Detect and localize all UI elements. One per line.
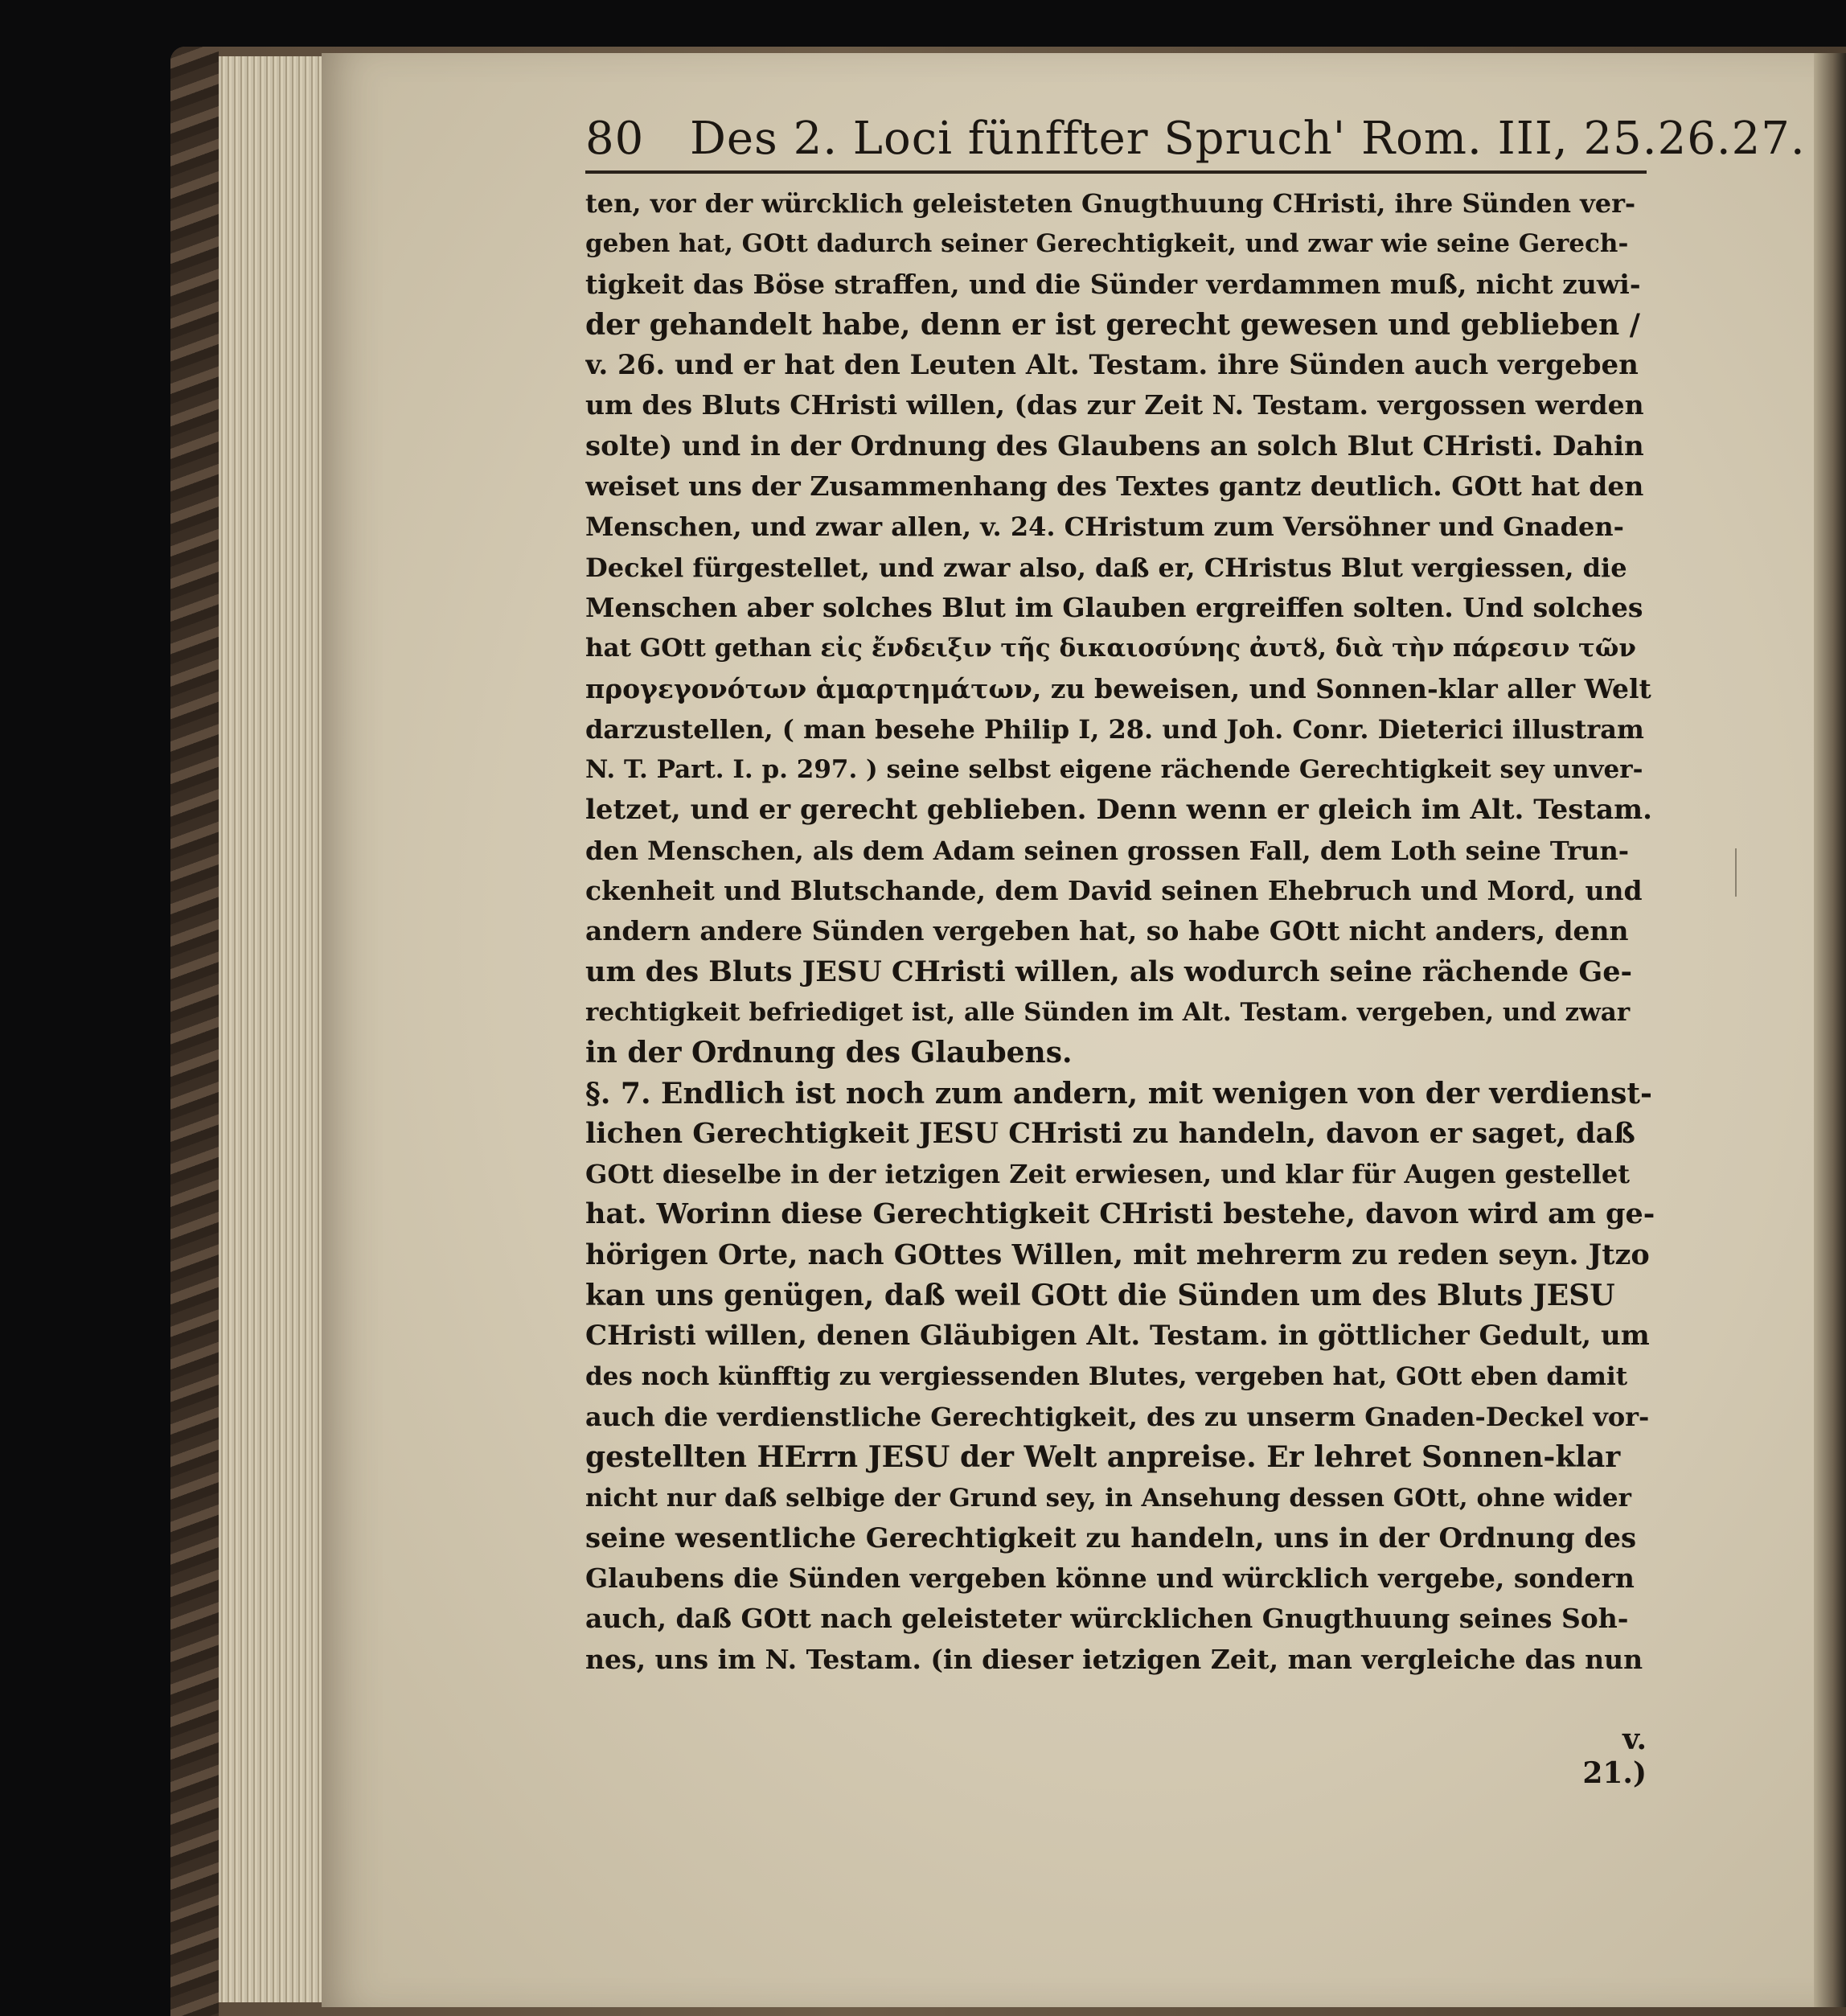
text-line: προγεγονότων ἁμαρτημάτων, zu beweisen, und Sonnen-klar aller Welt — [585, 672, 1651, 704]
text-line: geben hat, GOtt dadurch seiner Gerechtigkeit, und zwar wie seine Gerech- — [585, 229, 1629, 259]
book-gutter — [1814, 53, 1846, 2007]
text-line: um des Bluts JESU CHristi willen, als wodurch seine rächende Ge- — [585, 955, 1633, 988]
text-line: in der Ordnung des Glaubens. — [585, 1036, 1073, 1070]
text-line: solte) und in der Ordnung des Glaubens an solch Blut CHristi. Dahin — [585, 429, 1644, 462]
text-line: auch, daß GOtt nach geleisteter würcklichen Gnugthuung seines Soh- — [585, 1603, 1629, 1635]
page-stack-edges — [219, 56, 323, 2002]
text-line: hörigen Orte, nach GOttes Willen, mit mehrerm zu reden seyn. Jtzo — [585, 1238, 1650, 1271]
text-line: des noch künfftig zu vergiessenden Blutes, vergeben hat, GOtt eben damit — [585, 1361, 1628, 1391]
page-number: 80 — [585, 113, 645, 165]
text-line: hat. Worinn diese Gerechtigkeit CHristi bestehe, davon wird am ge- — [585, 1197, 1655, 1231]
header-rule — [585, 170, 1647, 174]
running-title: Des 2. Loci fünffter Spruch' Rom. III, 25.26.27. — [690, 113, 1806, 165]
text-line: gestellten HErrn JESU der Welt anpreise. Er lehret Sonnen-klar — [585, 1440, 1621, 1475]
text-line: GOtt dieselbe in der ietzigen Zeit erwiesen, und klar für Augen gestellet — [585, 1159, 1630, 1190]
margin-mark — [1735, 848, 1737, 897]
text-line: tigkeit das Böse straffen, und die Sünder verdammen muß, nicht zuwi- — [585, 268, 1641, 300]
text-line: kan uns genügen, daß weil GOtt die Sünden um des Bluts JESU — [585, 1279, 1615, 1313]
text-line: N. T. Part. I. p. 297. ) seine selbst eigene rächende Gerechtigkeit sey unver- — [585, 755, 1643, 785]
text-line: Menschen aber solches Blut im Glauben ergreiffen solten. Und solches — [585, 591, 1643, 623]
text-line: lichen Gerechtigkeit JESU CHristi zu handeln, davon er saget, daß — [585, 1116, 1635, 1150]
body-text — [585, 183, 1655, 1680]
text-line: andern andere Sünden vergeben hat, so habe GOtt nicht anders, denn — [585, 915, 1629, 947]
text-line: Menschen, und zwar allen, v. 24. CHristum zum Versöhner und Gnaden- — [585, 511, 1624, 543]
text-line: ten, vor der würcklich geleisteten Gnugthuung CHristi, ihre Sünden ver- — [585, 188, 1636, 219]
section-line: §. 7. Endlich ist noch zum andern, mit wenigen von der verdienst- — [585, 1076, 1652, 1111]
text-line: darzustellen, ( man besehe Philip I, 28. und Joh. Conr. Dieterici illustram — [585, 713, 1644, 745]
text-line: rechtigkeit befriediget ist, alle Sünden im Alt. Testam. vergeben, und zwar — [585, 997, 1631, 1027]
text-line: letzet, und er gerecht geblieben. Denn wenn er gleich im Alt. Testam. — [585, 794, 1652, 827]
text-line: weiset uns der Zusammenhang des Textes gantz deutlich. GOtt hat den — [585, 470, 1644, 503]
text-line: Deckel fürgestellet, und zwar also, daß er, CHristus Blut vergiessen, die — [585, 552, 1627, 583]
text-line: seine wesentliche Gerechtigkeit zu handeln, uns in der Ordnung des — [585, 1521, 1637, 1554]
catchword: v. 21.) — [1582, 1722, 1647, 1790]
running-head — [585, 113, 1806, 169]
marbled-cover-edge — [170, 47, 219, 2016]
text-line: um des Bluts CHristi willen, (das zur Zeit N. Testam. vergossen werden — [585, 389, 1644, 421]
text-line: nes, uns im N. Testam. (in dieser ietzigen Zeit, man vergleiche das nun — [585, 1643, 1643, 1675]
text-line: auch die verdienstliche Gerechtigkeit, des zu unserm Gnaden-Deckel vor- — [585, 1401, 1650, 1432]
text-line: hat GOtt gethan εἰς ἔνδειξιν τῆς δικαιοσύνης ἀυτȣ, διὰ τὴν πάρεσιν τῶν — [585, 634, 1636, 663]
text-line: v. 26. und er hat den Leuten Alt. Testam. ihre Sünden auch vergeben — [585, 349, 1639, 382]
text-line: der gehandelt habe, denn er ist gerecht gewesen und geblieben / — [585, 307, 1640, 342]
text-line: Glaubens die Sünden vergeben könne und würcklich vergebe, sondern — [585, 1562, 1635, 1595]
text-line: ckenheit und Blutschande, dem David seinen Ehebruch und Mord, und — [585, 875, 1643, 907]
text-line: nicht nur daß selbige der Grund sey, in Ansehung dessen GOtt, ohne wider — [585, 1483, 1631, 1513]
text-line: den Menschen, als dem Adam seinen grossen Fall, dem Loth seine Trun- — [585, 835, 1630, 866]
text-line: CHristi willen, denen Gläubigen Alt. Testam. in göttlicher Gedult, um — [585, 1320, 1650, 1353]
